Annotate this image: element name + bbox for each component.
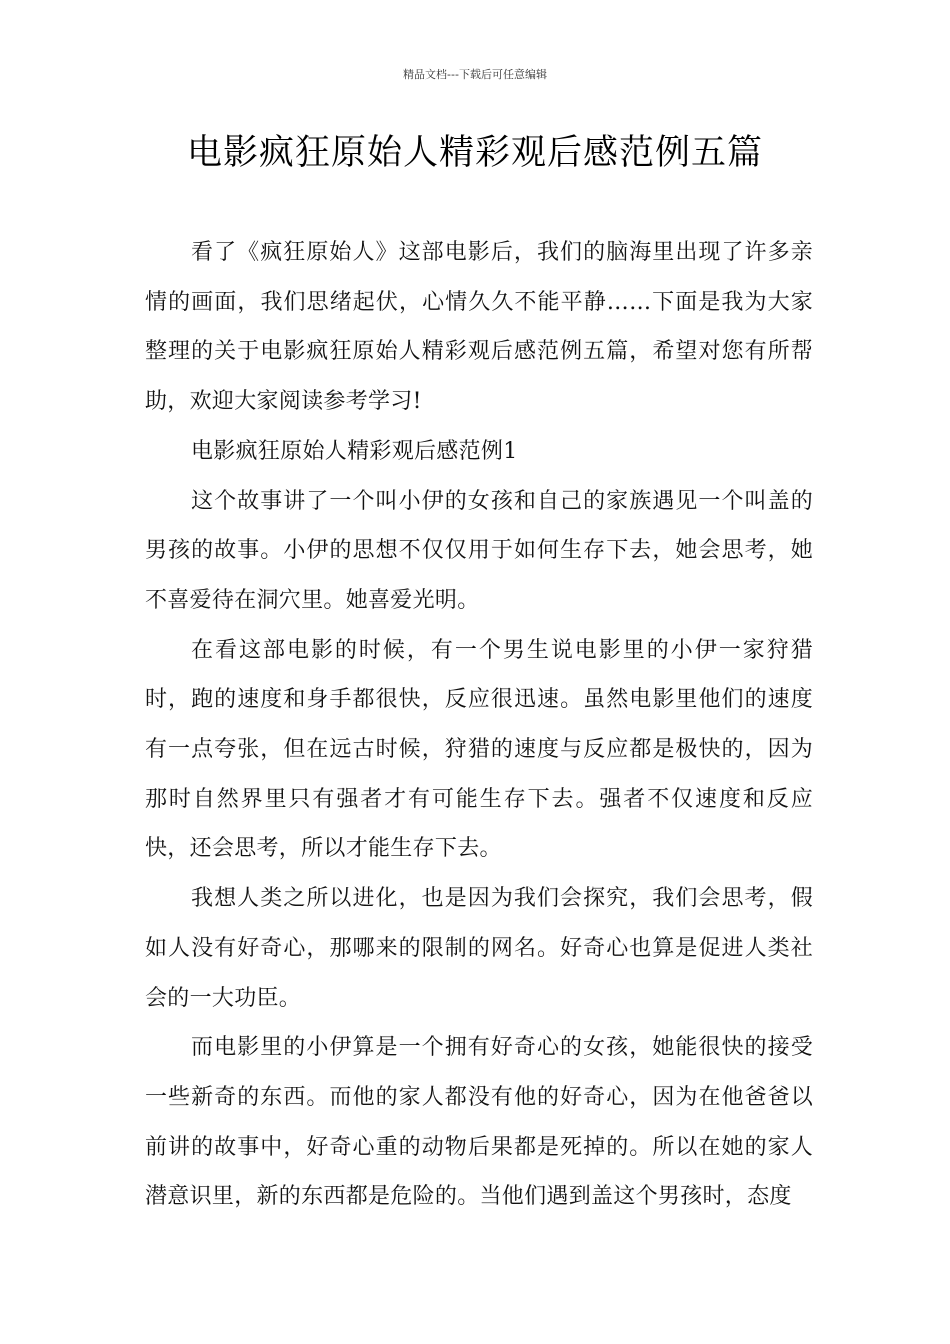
body-paragraph: 在看这部电影的时候，有一个男生说电影里的小伊一家狩猎时，跑的速度和身手都很快，反应很迅速。虽然电影里他们的速度有一点夸张，但在远古时候，狩猎的速度与反应都是极快的，因为那时自然界里只有强者才有可能生存下去。强者不仅速度和反应快，还会思考，所以才能生存下去。 — [145, 637, 813, 862]
document-title: 电影疯狂原始人精彩观后感范例五篇 — [186, 133, 763, 173]
intro-paragraph: 看了《疯狂原始人》这部电影后，我们的脑海里出现了许多亲情的画面，我们思绪起伏，心情久久不能平静……下面是我为大家整理的关于电影疯狂原始人精彩观后感范例五篇，希望对您有所帮助，欢迎大家阅读参考学习! — [145, 240, 813, 415]
body-paragraph: 我想人类之所以进化，也是因为我们会探究，我们会思考，假如人没有好奇心，那哪来的限制的网名。好奇心也算是促进人类社会的一大功臣。 — [145, 886, 813, 1011]
body-paragraph: 这个故事讲了一个叫小伊的女孩和自己的家族遇见一个叫盖的男孩的故事。小伊的思想不仅仅用于如何生存下去，她会思考，她不喜爱待在洞穴里。她喜爱光明。 — [145, 488, 813, 613]
document-body — [145, 228, 813, 1222]
body-paragraph: 而电影里的小伊算是一个拥有好奇心的女孩，她能很快的接受一些新奇的东西。而他的家人都没有他的好奇心，因为在他爸爸以前讲的故事中，好奇心重的动物后果都是死掉的。所以在她的家人潜意识里，新的东西都是危险的。当他们遇到盖这个男孩时，态度 — [145, 1035, 813, 1210]
header-note: 精品文档---下载后可任意编辑 — [403, 68, 547, 81]
section-heading: 电影疯狂原始人精彩观后感范例1 — [191, 438, 518, 464]
